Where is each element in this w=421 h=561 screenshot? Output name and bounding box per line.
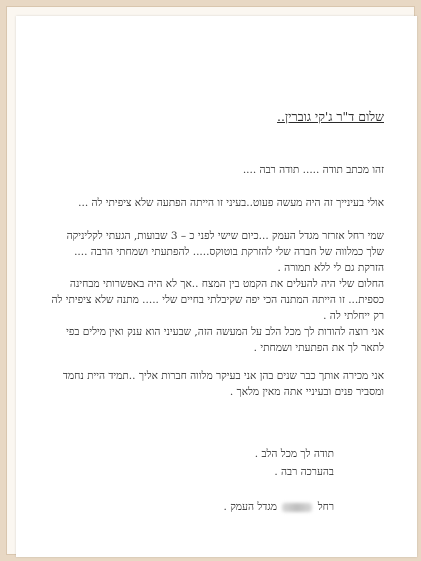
- closing-line-thanks: תודה לך מכל הלב .: [254, 448, 334, 460]
- signature: [224, 499, 334, 515]
- signature-first-name: רחל: [317, 501, 334, 513]
- paragraph-story: שמי רחל אזרזר מגדל העמק ...כיום שישי לפני כ – 3 שבועות, הגעתי לקליניקה שלך כמלווה של חברה שלי להזרקת בוטוקס..... להפתעתי ושמחתי הרבה .... הזרקת גם לי ללא תמורה .: [66, 230, 384, 274]
- paragraph-gratitude: אני רוצה להודות לך מכל הלב על המעשה הזה, שבעיני הוא ענק ואין מילים בפי לתאר לך את הפתעתי ושמחתי .: [66, 326, 384, 354]
- letter-page: [16, 16, 417, 557]
- letter-greeting: שלום ד"ר ג'קי גוברין..: [277, 109, 384, 124]
- paragraph-dream: החלום שלי היה להעלים את הקמט בין המצח ..אך לא היה באפשרותי מבחינה כספית... זו הייתה המתנה הכי יפה שקיבלתי בחיים שלי ..... מתנה שלא ציפיתי לה רק ייחלתי לה .: [51, 278, 384, 322]
- redacted-surname: [282, 503, 312, 512]
- paragraph-surprise: אולי בעינייך זה היה מעשה פעוט..בעיני זו הייתה הפתעה שלא ציפיתי לה ...: [78, 197, 384, 209]
- paragraph-acquaintance: אני מכירה אותך כבר שנים בהן אני בעיקר מלווה חברות אליך ..תמיד היית נחמד ומסביר פנים ובעיניי אתה מאין מלאך .: [62, 370, 384, 398]
- closing-line-regards: בהערכה רבה .: [274, 466, 334, 478]
- paragraph-thanks: זהו מכתב תודה ..... תודה רבה ....: [242, 164, 384, 176]
- signature-location: מגדל העמק .: [223, 501, 278, 513]
